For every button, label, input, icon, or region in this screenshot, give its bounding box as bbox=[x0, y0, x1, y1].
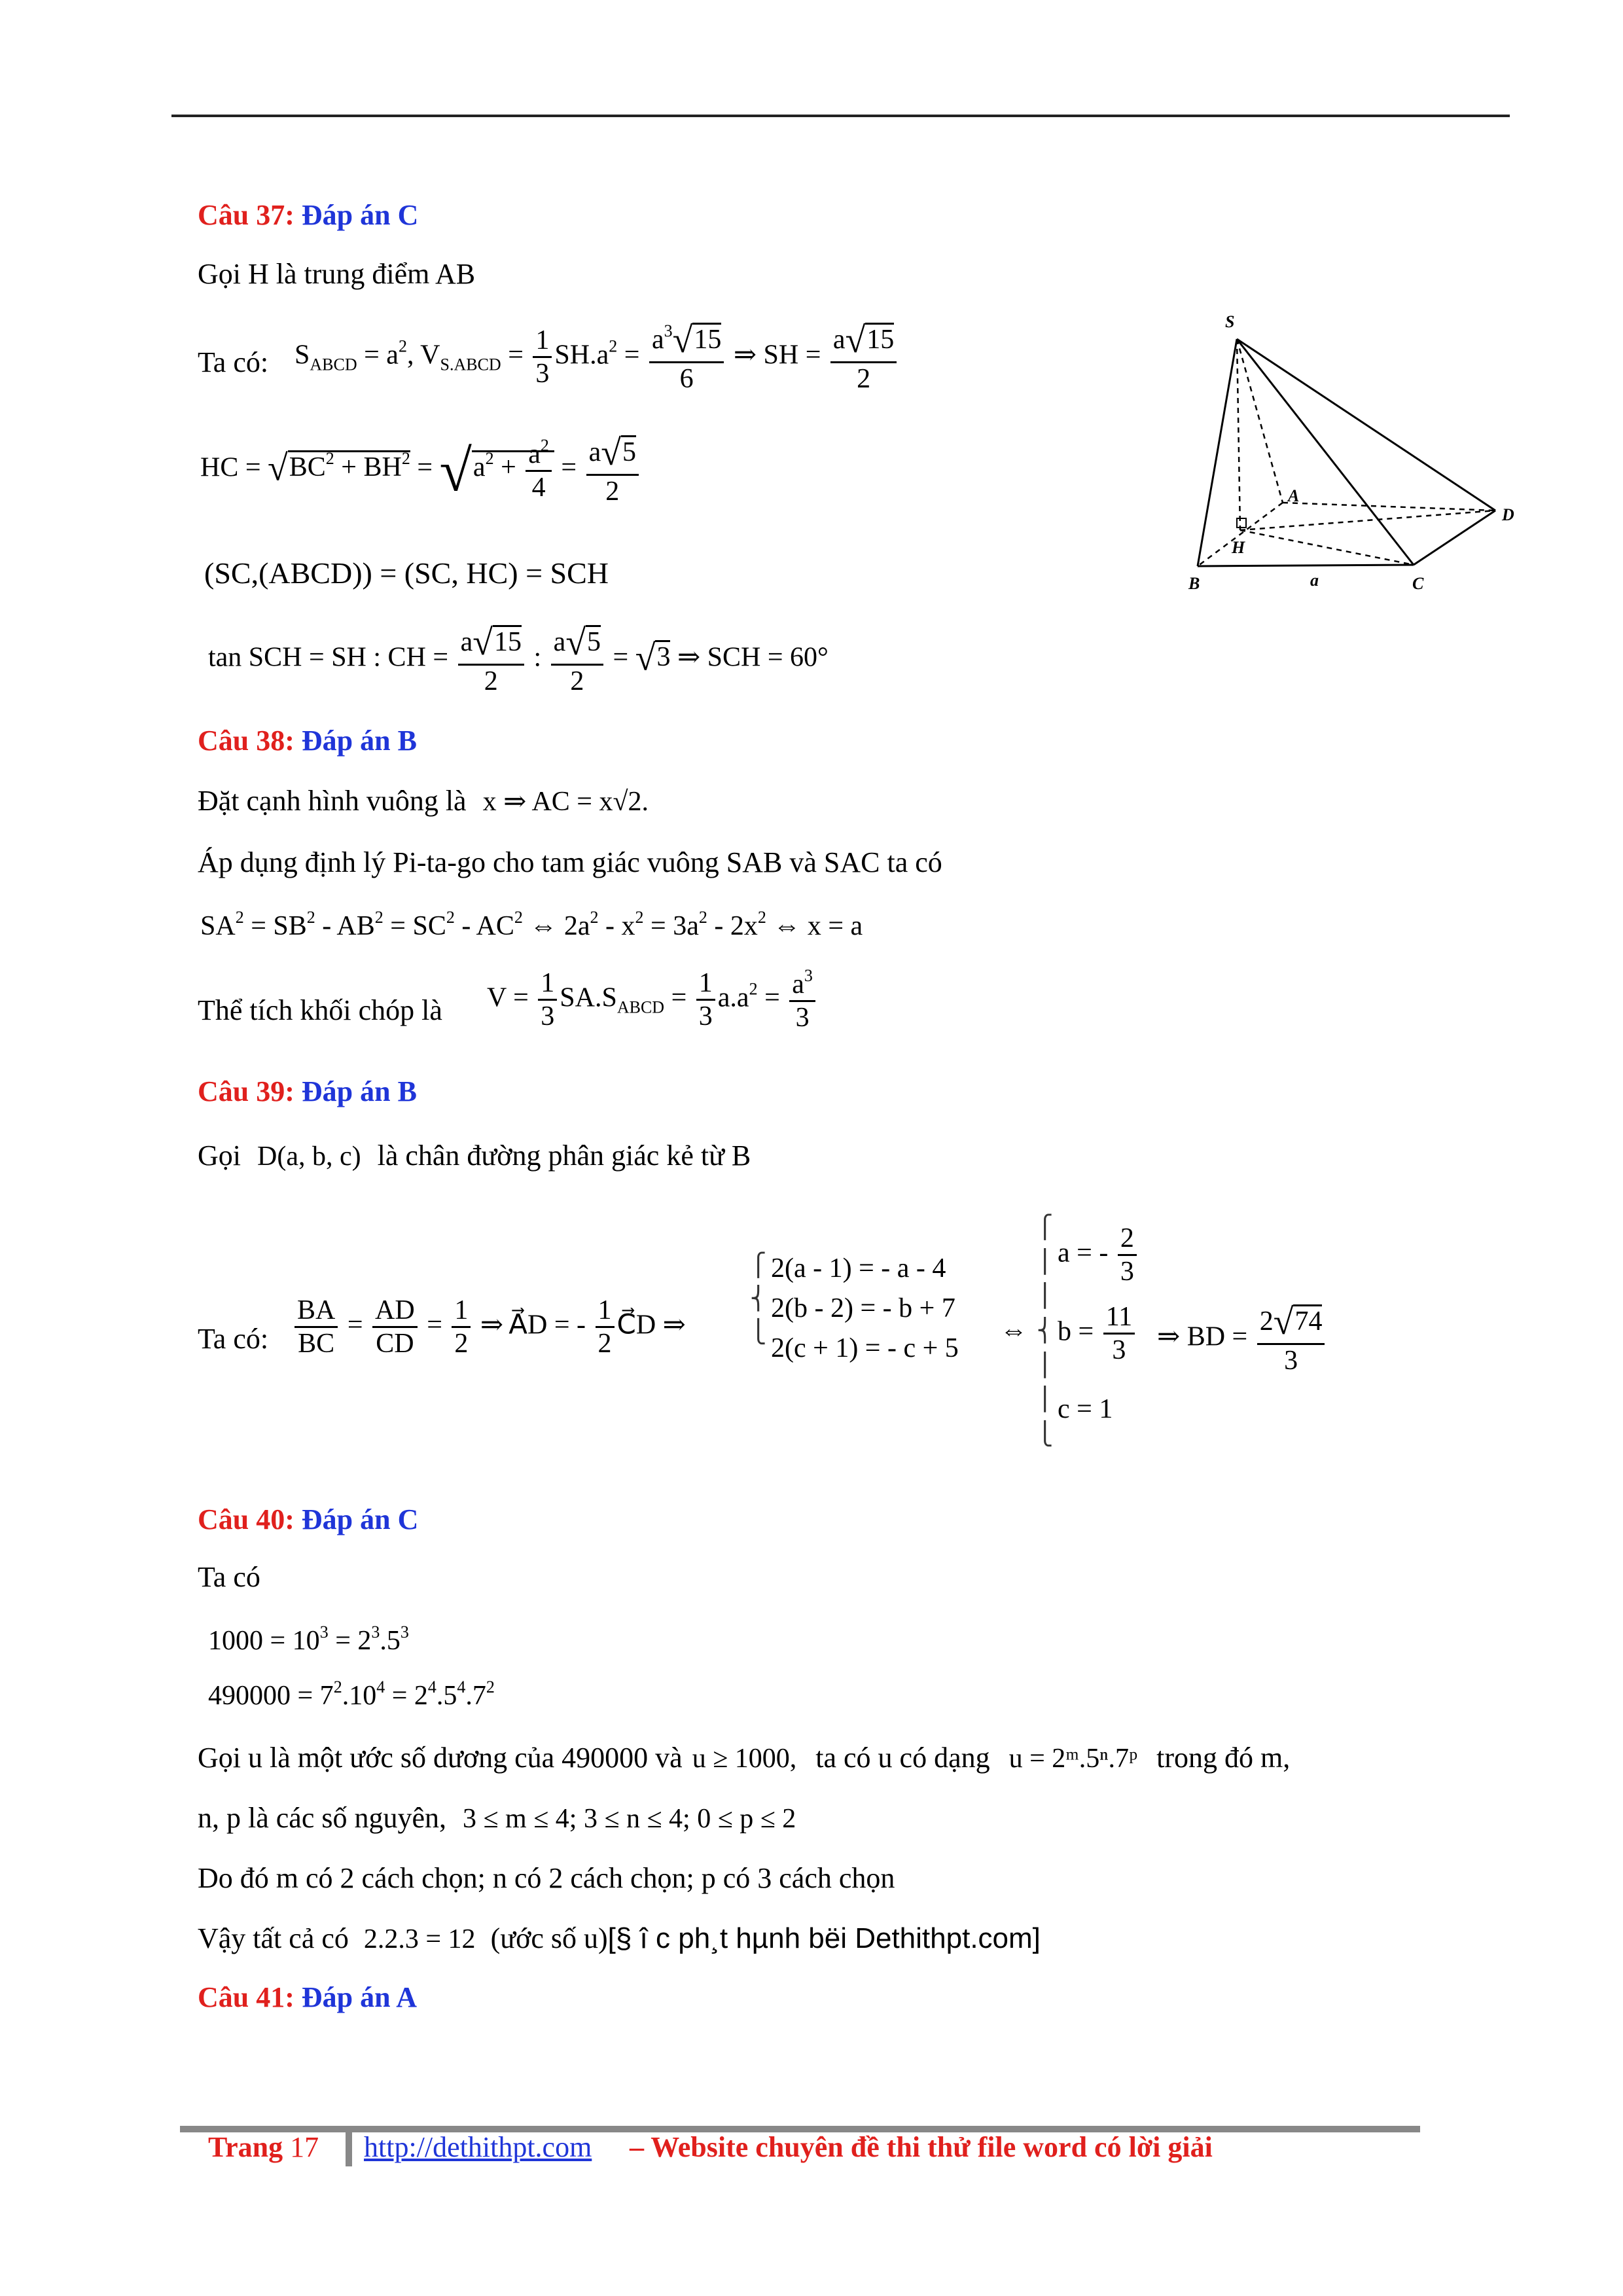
footer-separator bbox=[346, 2127, 352, 2166]
q37-number: Câu 37: bbox=[198, 199, 294, 231]
q37-eq1: $S_{ABCD} = a^2$, $V_{S.ABCD}$ = $\frac{1}{3}$ $SH.a^2$ = $\frac{a^3√15}{6}$ ⇒ SH = $\frac{a√15}{2}$ bbox=[294, 319, 899, 395]
q41-heading bbox=[198, 1981, 417, 2015]
q39-line1-post: là chân đường phân giác kẻ từ B bbox=[377, 1139, 751, 1172]
system1-eq2: 2(b - 2) = - b + 7 bbox=[771, 1293, 955, 1323]
q40-line2-math1: u ≥ 1000, bbox=[692, 1744, 797, 1774]
q39-answer: Đáp án B bbox=[301, 1075, 417, 1107]
q38-line1 bbox=[198, 784, 649, 819]
q39-line1-math: D(a, b, c) bbox=[257, 1141, 361, 1172]
system1-brace: ⎧ ⎨ ⎩ bbox=[750, 1253, 767, 1344]
q38-line1-math: x ⇒ AC = x√2. bbox=[482, 787, 649, 817]
footer-tagline: – Website chuyên đề thi thử file word có lời giải bbox=[630, 2131, 1213, 2163]
q40-heading bbox=[198, 1503, 418, 1537]
q37-heading bbox=[198, 198, 418, 233]
footer-link[interactable]: http://dethithpt.com bbox=[364, 2131, 592, 2163]
pyramid-figure bbox=[1171, 308, 1538, 609]
q38-line2: Áp dụng định lý Pi-ta-go cho tam giác vuông SAB và SAC ta có bbox=[198, 846, 942, 878]
q39-taco: Ta có: bbox=[198, 1323, 269, 1355]
q38-answer: Đáp án B bbox=[301, 725, 417, 757]
q39-result: ⇒ BD = $\frac{2√74}{3}$ bbox=[1157, 1301, 1327, 1377]
q40-eq2: $490000 = 7^2.10^4 = 2^4.5^4.7^2$ bbox=[208, 1677, 495, 1711]
q37-answer: Đáp án C bbox=[301, 199, 419, 231]
q40-line5-mid: (ước số u) bbox=[490, 1922, 608, 1954]
q40-line3 bbox=[198, 1801, 796, 1836]
q39-iff: ⇔ bbox=[1000, 1316, 1027, 1346]
system1 bbox=[771, 1249, 959, 1369]
q38-number: Câu 38: bbox=[198, 725, 294, 757]
edge-HD bbox=[1240, 511, 1495, 530]
footer-page-number: 17 bbox=[290, 2131, 319, 2163]
q38-line1-text: Đặt cạnh hình vuông là bbox=[198, 785, 467, 817]
q38-eq1: $SA^2 = SB^2 - AB^2 = SC^2 - AC^2$ ⇔ $2a^2 - x^2 = 3a^2 - 2x^2$ ⇔ x = a bbox=[200, 908, 863, 941]
q38-heading bbox=[198, 724, 417, 759]
q40-answer: Đáp án C bbox=[301, 1503, 419, 1535]
q40-line4: Do đó m có 2 cách chọn; n có 2 cách chọn; p có 3 cách chọn bbox=[198, 1862, 895, 1894]
q38-line3: Thể tích khối chóp là bbox=[198, 994, 442, 1026]
q40-line5-math: 2.2.3 = 12 bbox=[363, 1924, 476, 1954]
system1-eq3: 2(c + 1) = - c + 5 bbox=[771, 1333, 959, 1363]
system2-b: b = $\frac{11}{3}$ bbox=[1058, 1301, 1137, 1367]
q37-eq4: tan SCH = SH : CH = $\frac{a√15}{2}$ : $\frac{a√5}{2}$ = √3 ⇒ SCH = 60° bbox=[208, 622, 829, 697]
edge-HC bbox=[1240, 530, 1414, 565]
footer-page bbox=[208, 2130, 319, 2164]
q40-line5-pre: Vậy tất cả có bbox=[198, 1922, 349, 1954]
q40-line1: Ta có bbox=[198, 1561, 260, 1593]
q39-number: Câu 39: bbox=[198, 1075, 294, 1107]
edge-SH bbox=[1237, 339, 1240, 530]
q37-taco: Ta có: bbox=[198, 346, 269, 378]
label-B: B bbox=[1188, 574, 1200, 593]
edge-BC bbox=[1198, 565, 1414, 566]
edge-SA bbox=[1237, 339, 1283, 503]
label-D: D bbox=[1502, 505, 1514, 524]
label-a: a bbox=[1310, 571, 1319, 590]
label-A: A bbox=[1288, 486, 1300, 505]
right-angle-mark bbox=[1237, 518, 1246, 528]
system1-eq1: 2(a - 1) = - a - 4 bbox=[771, 1253, 946, 1283]
label-S: S bbox=[1225, 312, 1235, 331]
edge-SC bbox=[1237, 339, 1414, 565]
q40-line2-pre: Gọi u là một ước số dương của 490000 và bbox=[198, 1742, 683, 1774]
q38-eq2: V = $\frac{1}{3}$ $SA.S_{ABCD}$ = $\frac{1}{3}$ $a.a^2$ = $\frac{a^3}{3}$ bbox=[487, 966, 818, 1034]
footer-page-label: Trang bbox=[208, 2131, 283, 2163]
q40-line2 bbox=[198, 1741, 1290, 1776]
q40-line3-pre: n, p là các số nguyên, bbox=[198, 1802, 446, 1834]
q37-eq3: (SC,(ABCD)) = (SC, HC) = SCH bbox=[204, 556, 609, 590]
q40-number: Câu 40: bbox=[198, 1503, 294, 1535]
label-H: H bbox=[1232, 538, 1245, 557]
edge-SD bbox=[1237, 339, 1495, 511]
q40-line5-garbled: [§ î c ph¸t hµnh bëi Dethithpt.com] bbox=[607, 1922, 1041, 1954]
q39-heading bbox=[198, 1075, 417, 1109]
edge-CD bbox=[1414, 511, 1495, 565]
q40-line2-mid: ta có u có dạng bbox=[815, 1742, 990, 1774]
q37-eq2: HC = $√BC^2 + BH^2 = √a^2$ + $\frac{a^2}{4}$ = $\frac{a√5}{2}$ bbox=[200, 432, 641, 508]
q40-line5 bbox=[198, 1922, 1041, 1956]
label-C: C bbox=[1412, 574, 1424, 593]
edge-SB bbox=[1198, 339, 1237, 566]
q39-line1-pre: Gọi bbox=[198, 1139, 241, 1172]
top-rule bbox=[171, 115, 1510, 117]
q40-line2-math2: u = 2ᵐ.5ⁿ.7ᵖ bbox=[1008, 1744, 1138, 1774]
q39-ratio: $\frac{BA}{BC}$ = $\frac{AD}{CD}$ = $\frac{1}{2}$ ⇒ A⃗D = - $\frac{1}{2}$ C⃗D ⇒ bbox=[292, 1295, 686, 1360]
q40-eq1: $1000 = 10^3 = 2^3.5^3$ bbox=[208, 1623, 409, 1656]
q41-answer: Đáp án A bbox=[301, 1981, 417, 2013]
edge-AD bbox=[1283, 503, 1495, 511]
system2-c: c = 1 bbox=[1058, 1394, 1113, 1424]
system2-a: a = - $\frac{2}{3}$ bbox=[1058, 1223, 1139, 1288]
q37-line1: Gọi H là trung điểm AB bbox=[198, 258, 476, 290]
q41-number: Câu 41: bbox=[198, 1981, 294, 2013]
system2-brace: ⎧ ⎪ ⎪ ⎨ ⎪ ⎪ ⎩ bbox=[1037, 1215, 1054, 1447]
q40-line2-post: trong đó m, bbox=[1156, 1742, 1291, 1774]
q40-line3-math: 3 ≤ m ≤ 4; 3 ≤ n ≤ 4; 0 ≤ p ≤ 2 bbox=[463, 1804, 796, 1834]
q39-line1 bbox=[198, 1139, 751, 1174]
